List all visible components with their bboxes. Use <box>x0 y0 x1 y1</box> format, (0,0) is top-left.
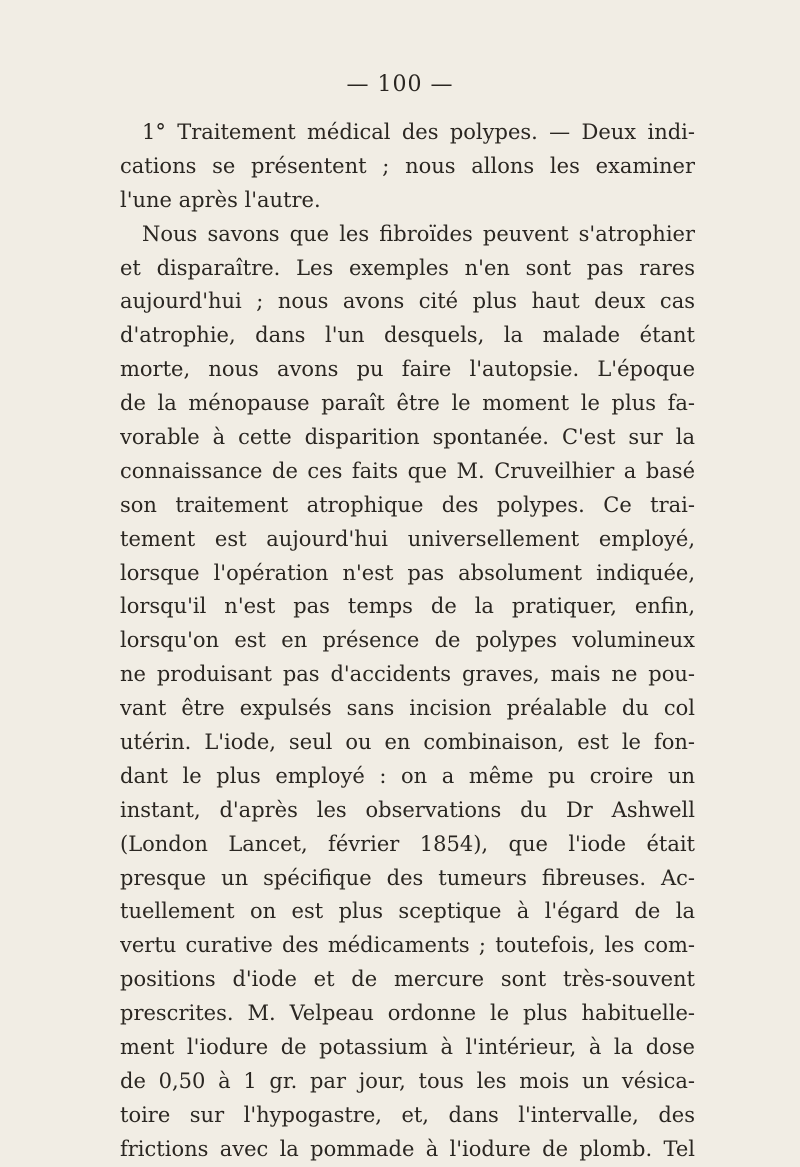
text-line: morte, nous avons pu faire l'autopsie. L'époque <box>120 357 695 382</box>
text-line: et disparaître. Les exemples n'en sont pas rares <box>120 255 695 280</box>
text-line: vertu curative des médicaments ; toutefois, les com- <box>120 933 695 958</box>
text-line: tement est aujourd'hui universellement employé, <box>120 526 695 551</box>
text-line: de la ménopause paraît être le moment le plus fa- <box>120 391 695 416</box>
text-line: cations se présentent ; nous allons les examiner <box>120 153 695 178</box>
text-line: Nous savons que les fibroïdes peuvent s'atrophier <box>142 221 695 246</box>
text-line: de 0,50 à 1 gr. par jour, tous les mois un vésica- <box>120 1068 695 1093</box>
text-line: ne produisant pas d'accidents graves, mais ne pou- <box>120 662 695 687</box>
text-line: ment l'iodure de potassium à l'intérieur, à la dose <box>120 1035 695 1060</box>
text-line: aujourd'hui ; nous avons cité plus haut deux cas <box>120 289 695 314</box>
text-line: l'une après l'autre. <box>120 187 321 212</box>
text-line: presque un spécifique des tumeurs fibreuses. Ac- <box>120 865 695 890</box>
text-line: connaissance de ces faits que M. Cruveilhier a basé <box>120 458 695 483</box>
text-line: lorsqu'il n'est pas temps de la pratiquer, enfin, <box>120 594 695 619</box>
text-line: instant, d'après les observations du Dr Ashwell <box>120 797 695 822</box>
text-line: prescrites. M. Velpeau ordonne le plus habituelle- <box>120 1001 695 1026</box>
text-line: d'atrophie, dans l'un desquels, la malade étant <box>120 323 695 348</box>
body-text <box>120 116 695 1167</box>
text-line: lorsqu'on est en présence de polypes volumineux <box>120 628 695 653</box>
text-line: tuellement on est plus sceptique à l'égard de la <box>120 899 695 924</box>
text-line: utérin. L'iode, seul ou en combinaison, est le fon- <box>120 730 695 755</box>
text-line: frictions avec la pommade à l'iodure de plomb. Tel <box>120 1136 695 1161</box>
text-line: positions d'iode et de mercure sont très-souvent <box>120 967 695 992</box>
text-line: vant être expulsés sans incision préalable du col <box>120 696 695 721</box>
text-line: vorable à cette disparition spontanée. C'est sur la <box>120 425 695 450</box>
text-line: toire sur l'hypogastre, et, dans l'intervalle, des <box>120 1102 695 1127</box>
text-line: dant le plus employé : on a même pu croire un <box>120 763 695 788</box>
text-line: 1° Traitement médical des polypes. — Deux indi- <box>142 120 695 144</box>
text-line: (London Lancet, février 1854), que l'iode était <box>120 831 695 856</box>
page-number: — 100 — <box>346 72 454 97</box>
text-line: son traitement atrophique des polypes. Ce trai- <box>120 492 695 517</box>
text-line: lorsque l'opération n'est pas absolument indiquée, <box>120 560 695 585</box>
